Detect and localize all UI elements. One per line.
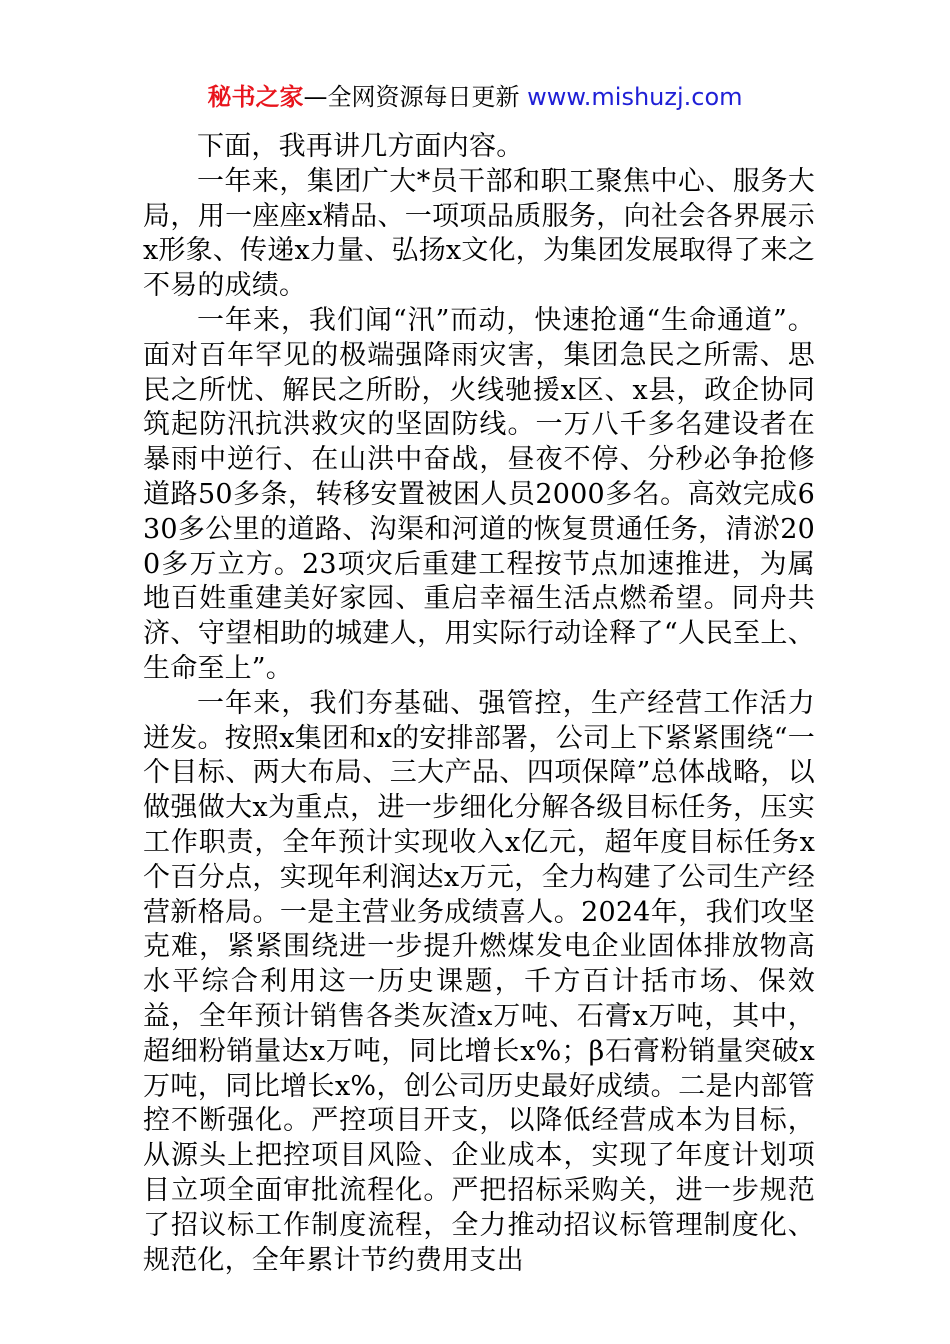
document-body [143, 130, 815, 1278]
site-brand[interactable]: 秘书之家 [207, 83, 304, 111]
paragraph-flood-response: 一年来，我们闻“汛”而动，快速抢通“生命通道”。面对百年罕见的极端强降雨灾害，集团急民之所需、思民之所忧、解民之所盼，火线驰援x区、x县，政企协同筑起防汛抗洪救灾的坚固防线。一万八千多名建设者在暴雨中逆行、在山洪中奋战，昼夜不停、分秒必争抢修道路50多条，转移安置被困人员2000多名。高效完成630多公里的道路、沟渠和河道的恢复贯通任务，清淤200多万立方。23项灾后重建工程按节点加速推进，为属地百姓重建美好家园、重启幸福生活点燃希望。同舟共济、守望相助的城建人，用实际行动诠释了“人民至上、生命至上”。 [143, 304, 815, 684]
paragraph-achievements: 一年来，集团广大*员干部和职工聚焦中心、服务大局，用一座座x精品、一项项品质服务，向社会各界展示x形象、传递x力量、弘扬x文化，为集团发展取得了来之不易的成绩。 [143, 165, 815, 302]
site-tagline: —全网资源每日更新 [303, 83, 528, 111]
paragraph-operations: 一年来，我们夯基础、强管控，生产经营工作活力迸发。按照x集团和x的安排部署，公司上下紧紧围绕“一个目标、两大布局、三大产品、四项保障”总体战略，以做强做大x为重点，进一步细化分解各级目标任务，压实工作职责，全年预计实现收入x亿元，超年度目标任务x个百分点，实现年利润达x万元，全力构建了公司生产经营新格局。一是主营业务成绩喜人。2024年，我们攻坚克难，紧紧围绕进一步提升燃煤发电企业固体排放物高水平综合利用这一历史课题，千方百计括市场、保效益，全年预计销售各类灰渣x万吨、石膏x万吨，其中，超细粉销量达x万吨，同比增长x%；β石膏粉销量突破x万吨，同比增长x%，创公司历史最好成绩。二是内部管控不断强化。严控项目开支，以降低经营成本为目标，从源头上把控项目风险、企业成本，实现了年度计划项目立项全面审批流程化。严把招标采购关，进一步规范了招议标工作制度流程，全力推动招议标管理制度化、规范化，全年累计节约费用支出 [143, 687, 815, 1276]
paragraph-intro: 下面，我再讲几方面内容。 [197, 131, 524, 162]
site-header [0, 80, 950, 114]
site-url-link[interactable]: www.mishuzj.com [527, 83, 743, 111]
